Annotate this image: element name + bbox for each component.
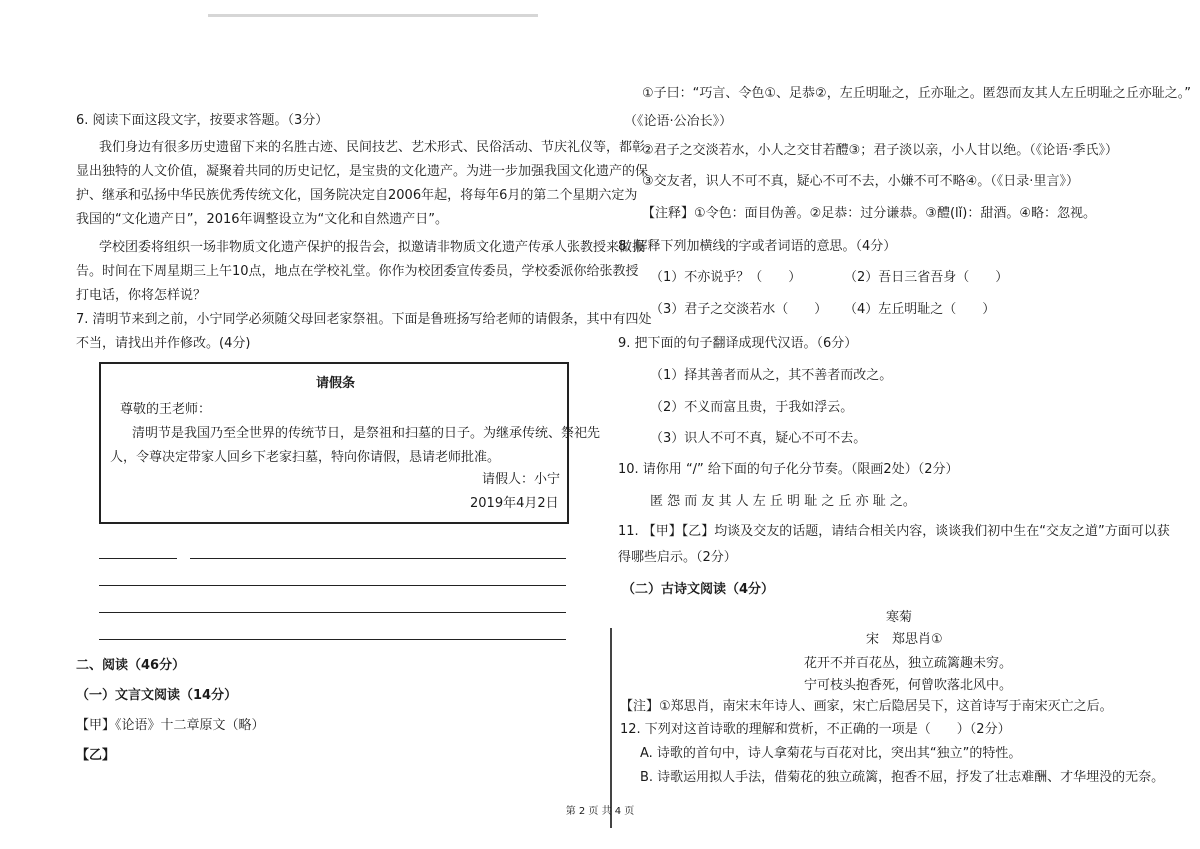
leave-note-greeting: 尊敬的王老师： bbox=[120, 402, 212, 417]
poem-note: 【注】①郑思肖，南宋末年诗人、画家，宋亡后隐居吴下，这首诗写于南宋灭亡之后。 bbox=[620, 699, 1113, 714]
passage-jia: 【甲】《论语》十二章原文（略） bbox=[76, 718, 265, 733]
poem-line: 宁可枝头抱香死，何曾吹落北风中。 bbox=[804, 678, 1013, 693]
q9-title: 9. 把下面的句子翻译成现代汉语。（6分） bbox=[618, 336, 858, 351]
q11-title: 得哪些启示。（2分） bbox=[618, 550, 737, 565]
q6-task: 打电话，你将怎样说？ bbox=[76, 288, 207, 303]
poem-line: 花开不并百花丛，独立疏篱趣未穷。 bbox=[804, 656, 1013, 671]
q6-para: 我国的“文化遗产日”，2016年调整设立为“文化和自然遗产日”。 bbox=[76, 212, 449, 227]
q8-title: 8. 解释下列加横线的字或者词语的意思。（4分） bbox=[618, 239, 897, 254]
section-heading: 二、阅读（46分） bbox=[76, 658, 186, 673]
q6-para: 显出独特的人文价值，凝聚着共同的历史记忆，是宝贵的文化遗产。为进一步加强我国文化遗产的保 bbox=[76, 164, 649, 179]
answer-line bbox=[190, 558, 566, 559]
passage-notes: 【注释】①令色：面目伪善。②足恭：过分谦恭。③醴(lǐ)：甜酒。④略：忽视。 bbox=[642, 206, 1096, 221]
answer-line bbox=[99, 639, 566, 640]
q8-item: （4）左丘明耻之（ ） bbox=[844, 302, 996, 317]
q10-sentence: 匿 怨 而 友 其 人 左 丘 明 耻 之 丘 亦 耻 之。 bbox=[650, 494, 916, 509]
q12-title: 12. 下列对这首诗歌的理解和赏析，不正确的一项是（ ）（2分） bbox=[620, 722, 1011, 737]
q12-option: B. 诗歌运用拟人手法，借菊花的独立疏篱，抱香不屈，抒发了壮志难酬、才华埋没的无奈。 bbox=[640, 770, 1165, 785]
poem-author: 宋 郑思肖① bbox=[866, 632, 943, 647]
answer-line bbox=[99, 558, 177, 559]
q9-item: （3）识人不可不真，疑心不可不去。 bbox=[650, 431, 867, 446]
q8-item: （1）不亦说乎？（ ） bbox=[650, 270, 802, 285]
scan-artifact bbox=[208, 14, 538, 17]
q8-item: （2）吾日三省吾身（ ） bbox=[844, 270, 1009, 285]
q7-title: 不当，请找出并作修改。(4分) bbox=[76, 336, 251, 351]
passage-yi-1: ①子曰：“巧言、令色①、足恭②，左丘明耻之，丘亦耻之。匿怨而友其人左丘明耻之丘亦耻之。” bbox=[642, 86, 1191, 101]
q6-title: 6. 阅读下面这段文字，按要求答题。（3分） bbox=[76, 113, 329, 128]
q6-para: 我们身边有很多历史遗留下来的名胜古迹、民间技艺、艺术形式、民俗活动、节庆礼仪等，都彰 bbox=[99, 140, 646, 155]
leave-note-title: 请假条 bbox=[316, 376, 356, 391]
q9-item: （2）不义而富且贵，于我如浮云。 bbox=[650, 400, 854, 415]
poem-section-heading: （二）古诗文阅读（4分） bbox=[622, 582, 775, 597]
answer-line bbox=[99, 585, 566, 586]
passage-yi-3: ③交友者，识人不可不真，疑心不可不去，小嫌不可不略④。（《日录·里言》） bbox=[642, 174, 1079, 189]
leave-note-signature: 请假人：小宁 bbox=[482, 472, 561, 487]
answer-line bbox=[99, 612, 566, 613]
q6-task: 告。时间在下周星期三上午10点，地点在学校礼堂。你作为校团委宣传委员，学校委派你给张教授 bbox=[76, 264, 639, 279]
subsection-heading: （一）文言文阅读（14分） bbox=[76, 688, 238, 703]
leave-note-body: 清明节是我国乃至全世界的传统节日，是祭祖和扫墓的日子。为继承传统、祭祀先 bbox=[132, 426, 601, 441]
passage-yi-2: ②君子之交淡若水，小人之交甘若醴③；君子淡以亲，小人甘以绝。（《论语·季氏》） bbox=[642, 143, 1118, 158]
passage-yi-source: （《论语·公冶长》） bbox=[624, 114, 733, 129]
q12-option: A. 诗歌的首句中，诗人拿菊花与百花对比，突出其“独立”的特性。 bbox=[640, 746, 1022, 761]
q7-title: 7. 清明节来到之前，小宁同学必须随父母回老家祭祖。下面是鲁班扬写给老师的请假条，其中有四处 bbox=[76, 312, 652, 327]
page-number: 第 2 页 共 4 页 bbox=[565, 806, 635, 817]
margin-rule bbox=[610, 628, 612, 828]
passage-yi-label: 【乙】 bbox=[76, 748, 116, 763]
q11-title: 11. 【甲】【乙】均谈及交友的话题，请结合相关内容，谈谈我们初中生在“交友之道”方面可以获 bbox=[618, 524, 1170, 539]
q9-item: （1）择其善者而从之，其不善者而改之。 bbox=[650, 368, 893, 383]
poem-title: 寒菊 bbox=[886, 610, 913, 625]
leave-note-body: 人，令尊决定带家人回乡下老家扫墓，特向你请假，恳请老师批准。 bbox=[110, 450, 501, 465]
q6-para: 护、继承和弘扬中华民族优秀传统文化，国务院决定自2006年起，将每年6月的第二个星期六定为 bbox=[76, 188, 638, 203]
q8-item: （3）君子之交淡若水（ ） bbox=[650, 302, 828, 317]
q10-title: 10. 请你用 “/” 给下面的句子化分节奏。（限画2处）（2分） bbox=[618, 462, 959, 477]
q6-task: 学校团委将组织一场非物质文化遗产保护的报告会，拟邀请非物质文化遗产传承人张教授来做报 bbox=[99, 240, 646, 255]
leave-note-date: 2019年4月2日 bbox=[470, 496, 559, 511]
